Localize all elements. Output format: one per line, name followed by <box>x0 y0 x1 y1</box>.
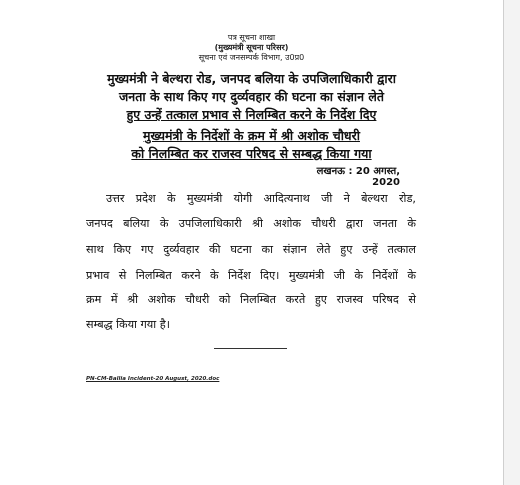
title-line-1: मुख्यमंत्री ने बेल्थरा रोड, जनपद बलिया के उपजिलाधिकारी द्वारा <box>107 71 396 86</box>
body-line: सम्बद्ध किया गया है। <box>86 318 170 331</box>
body-line: जनपद बलिया के उपजिलाधिकारी श्री अशोक चौधरी द्वारा जनता के <box>86 217 416 230</box>
body-line: प्रभाव से निलम्बित करने के निर्देश दिए। मुख्यमंत्री जी के निर्देशों के <box>86 269 416 282</box>
body-line: उत्तर प्रदेश के मुख्यमंत्री योगी आदित्यनाथ जी ने बेल्थरा रोड, <box>106 192 416 205</box>
subtitle-line-2: को निलम्बित कर राजस्व परिषद से सम्बद्ध किया गया <box>131 146 372 161</box>
header-ministry: सूचना एवं जनसम्पर्क विभाग, उ0प्र0 <box>198 53 305 62</box>
signature-line <box>214 348 287 349</box>
body-line: साथ किए गए दुर्व्यवहार की घटना का संज्ञान लेते हुए उन्हें तत्काल <box>86 243 416 256</box>
body-line: क्रम में श्री अशोक चौधरी को निलम्बित करते हुए राजस्व परिषद से <box>86 293 416 306</box>
header-department: पत्र सूचना शाखा <box>227 33 276 42</box>
header-campus: (मुख्यमंत्री सूचना परिसर) <box>214 43 289 52</box>
title-line-2: जनता के साथ किए गए दुर्व्यवहार की घटना का संज्ञान लेते <box>119 89 384 104</box>
footer-filename: PN-CM-Ballia Incident-20 August, 2020.doc <box>86 376 220 382</box>
subtitle-line-1: मुख्यमंत्री के निर्देशों के क्रम में श्री अशोक चौधरी <box>143 128 360 143</box>
dateline: लखनऊ : 20 अगस्त, 2020 <box>316 166 400 188</box>
title-line-3: हुए उन्हें तत्काल प्रभाव से निलम्बित करने के निर्देश दिए <box>126 107 377 122</box>
viewer-margin <box>504 0 520 485</box>
